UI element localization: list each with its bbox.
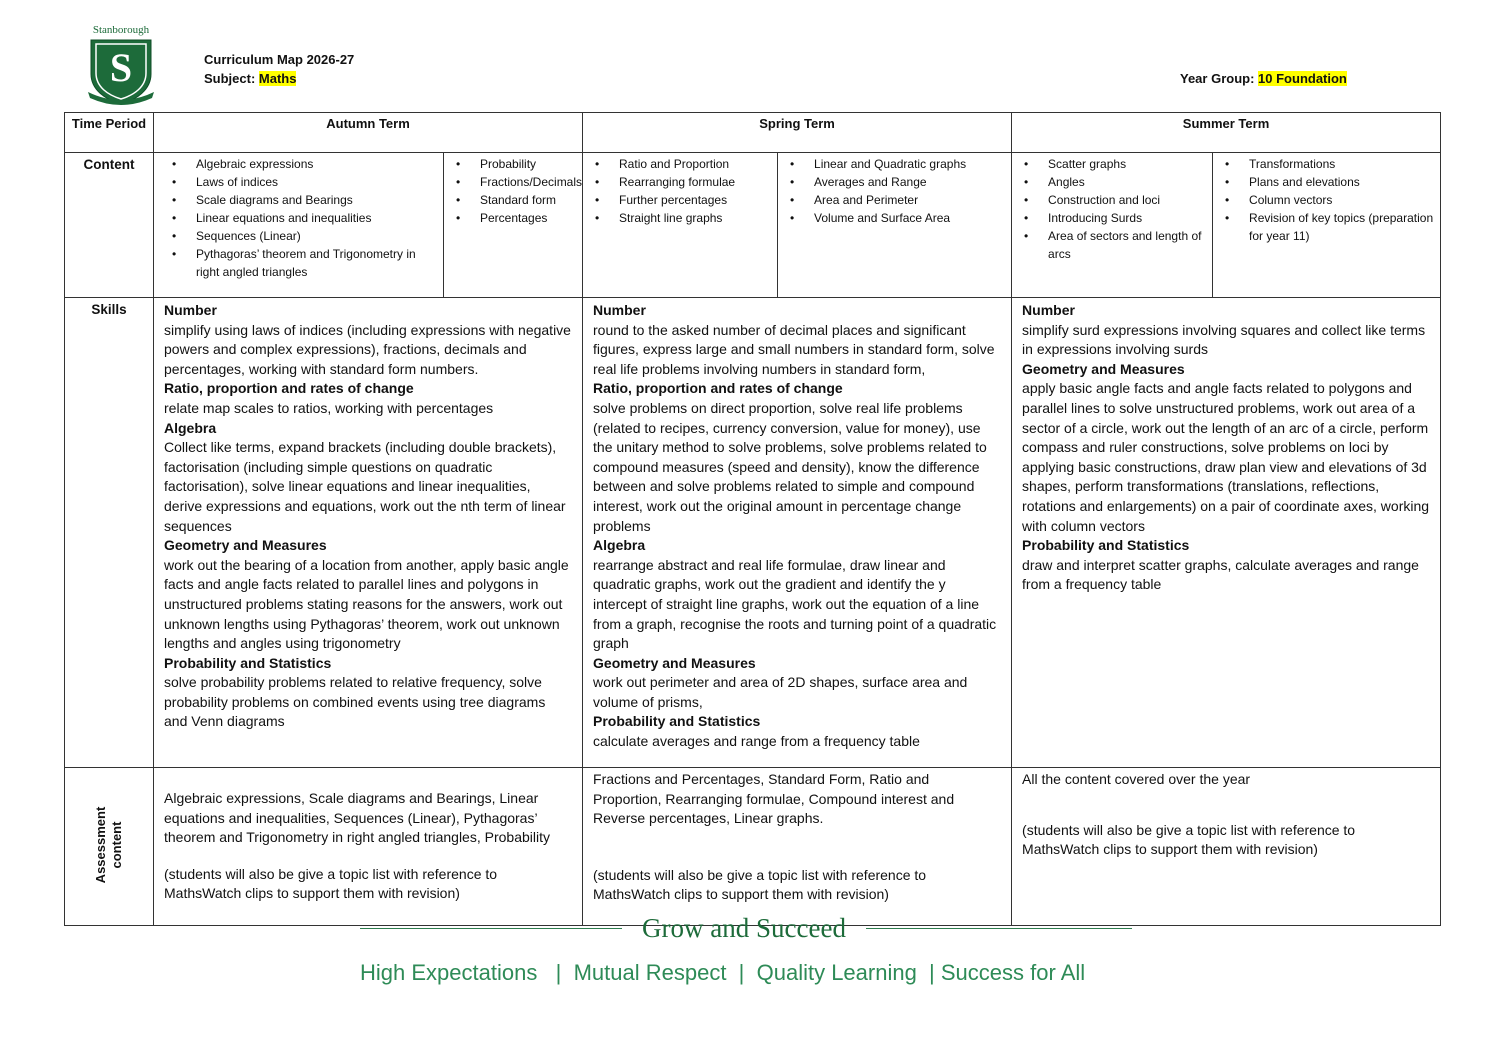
list-item: • Rearranging formulae: [583, 173, 771, 191]
skills-heading: Probability and Statistics: [164, 654, 332, 671]
time-period-header: Time Period: [65, 113, 154, 153]
skills-text: work out the bearing of a location from another, apply basic angle facts and angle facts related to parallel lines and polygons in unstructured problems stating reasons for the answers, work out unknown lengths using Pythagoras’ theorem, work out unknown lengths and angles using trigonometry: [164, 556, 569, 652]
list-item: • Standard form: [444, 191, 576, 209]
autumn-content-b: [444, 153, 583, 298]
list-item: • Ratio and Proportion: [583, 155, 771, 173]
list-item: • Area of sectors and length of arcs: [1012, 227, 1206, 263]
spring-content-a: [583, 153, 778, 298]
list-item: • Algebraic expressions: [160, 155, 437, 173]
list-item: • Sequences (Linear): [160, 227, 437, 245]
skills-text: solve problems on direct proportion, solve real life problems (related to recipes, currency conversion, value for money), use the unitary method to solve problems, solve problems related to compound measures (speed and density), know the difference between and solve problems related to simple and compound interest, work out the original amount in percentage change problems: [593, 399, 987, 534]
skills-text: work out perimeter and area of 2D shapes, surface area and volume of prisms,: [593, 674, 968, 710]
content-label: Content: [65, 153, 154, 298]
list-item: • Averages and Range: [778, 173, 1005, 191]
skills-heading: Number: [164, 302, 217, 318]
assessment-text: All the content covered over the year: [1022, 771, 1251, 787]
page-title: Curriculum Map 2026-27: [204, 52, 355, 67]
list-item: • Scatter graphs: [1012, 155, 1206, 173]
crest-icon: [86, 38, 156, 106]
spring-skills: [583, 298, 1012, 768]
assessment-text: Fractions and Percentages, Standard Form, Ratio and Proportion, Rearranging formulae, Compound interest and Reverse percentages, Linear graphs.: [593, 771, 955, 827]
list-item: • Introducing Surds: [1012, 209, 1206, 227]
autumn-assessment: [154, 768, 583, 926]
skills-heading: Probability and Statistics: [593, 713, 761, 730]
subject-line: [204, 71, 296, 87]
footer-divider-right: [866, 928, 1132, 929]
list-item: • Straight line graphs: [583, 209, 771, 227]
skills-text: rearrange abstract and real life formulae, draw linear and quadratic graphs, work out the gradient and identify the y intercept of straight line graphs, work out the equation of a line from a graph, recognise the roots and turning point of a quadratic graph: [593, 556, 997, 652]
assessment-note: (students will also be give a topic list with reference to MathsWatch clips to support them with revision): [164, 865, 498, 902]
spring-assessment: [583, 768, 1012, 926]
spring-content-b: [778, 153, 1012, 298]
list-item: • Linear equations and inequalities: [160, 209, 437, 227]
list-item: • Transformations: [1213, 155, 1434, 173]
list-item: • Linear and Quadratic graphs: [778, 155, 1005, 173]
list-item: • Volume and Surface Area: [778, 209, 1005, 227]
skills-heading: Probability and Statistics: [1022, 537, 1190, 554]
list-item: • Laws of indices: [160, 173, 437, 191]
skills-heading: Geometry and Measures: [593, 654, 756, 671]
summer-skills: [1012, 298, 1441, 768]
list-item: • Revision of key topics (preparation for year 11): [1213, 209, 1434, 245]
skills-text: draw and interpret scatter graphs, calculate averages and range from a frequency table: [1022, 556, 1419, 593]
header-row: [65, 113, 1441, 153]
skills-text: calculate averages and range from a frequency table: [593, 733, 920, 750]
content-row: [65, 153, 1441, 298]
summer-term-header: Summer Term: [1012, 113, 1441, 153]
footer-motto: Grow and Succeed: [642, 913, 846, 943]
skills-heading: Ratio, proportion and rates of change: [593, 380, 843, 397]
skills-heading: Algebra: [593, 537, 646, 554]
skills-text: simplify using laws of indices (including expressions with negative powers and complex expressions), fractions, decimals and percentages, working with standard form numbers.: [164, 321, 571, 377]
summer-content-a: [1012, 153, 1213, 298]
list-item: • Fractions/Decimals: [444, 173, 576, 191]
skills-heading: Geometry and Measures: [1022, 360, 1185, 377]
skills-heading: Ratio, proportion and rates of change: [164, 380, 414, 397]
skills-text: relate map scales to ratios, working with percentages: [164, 399, 494, 416]
skills-label: Skills: [65, 298, 154, 768]
skills-text: Collect like terms, expand brackets (including double brackets), factorisation (including simple questions on quadratic factorisation), solve linear equations and linear inequalities, derive expressions and equations, work out the nth term of linear sequences: [164, 439, 566, 534]
assessment-label-cell: [65, 768, 154, 926]
curriculum-table: [64, 112, 1441, 926]
skills-text: round to the asked number of decimal places and significant figures, express large and small numbers in standard form, solve real life problems involving numbers in standard form,: [593, 321, 995, 377]
list-item: • Pythagoras’ theorem and Trigonometry in right angled triangles: [160, 245, 437, 281]
assessment-text: Algebraic expressions, Scale diagrams and Bearings, Linear equations and inequalities, Sequences (Linear), Pythagoras’ theorem and Trigonometry in right angled triangles, Probability: [164, 790, 550, 846]
summer-content-b: [1213, 153, 1441, 298]
skills-row: [65, 298, 1441, 768]
autumn-skills: [154, 298, 583, 768]
assessment-note: (students will also be give a topic list with reference to MathsWatch clips to support them with revision): [593, 866, 927, 903]
list-item: • Construction and loci: [1012, 191, 1206, 209]
subject-value: Maths: [258, 71, 297, 86]
skills-heading: Algebra: [164, 419, 217, 436]
list-item: • Scale diagrams and Bearings: [160, 191, 437, 209]
assessment-label: Assessment content: [93, 806, 124, 884]
skills-heading: Number: [593, 302, 646, 318]
list-item: • Percentages: [444, 209, 576, 227]
year-group-value: 10 Foundation: [1258, 71, 1347, 86]
list-item: • Angles: [1012, 173, 1206, 191]
spring-term-header: Spring Term: [583, 113, 1012, 153]
values-text: High Expectations | Mutual Respect | Quality Learning | Success for All: [360, 960, 1086, 985]
school-name: Stanborough: [92, 24, 150, 36]
assessment-row: [65, 768, 1441, 926]
skills-text: apply basic angle facts and angle facts related to polygons and parallel lines to solve unstructured problems, work out area of a sector of a circle, work out the length of an arc of a circle, perform compass and ruler constructions, solve problems on loci by applying basic constructions, draw plan view and elevations of 3d shapes, perform transformations (translations, reflections, rotations and enlargements) on a pair of coordinate axes, working with column vectors: [1022, 380, 1430, 534]
list-item: • Area and Perimeter: [778, 191, 1005, 209]
crest-letter: S: [109, 45, 133, 90]
summer-assessment: [1012, 768, 1441, 926]
school-logo: [84, 24, 158, 106]
skills-text: solve probability problems related to relative frequency, solve probability problems on combined events using tree diagrams and Venn diagrams: [164, 674, 546, 730]
year-group-label: Year Group:: [1180, 71, 1255, 86]
skills-heading: Number: [1022, 302, 1075, 318]
autumn-term-header: Autumn Term: [154, 113, 583, 153]
footer-divider-left: [360, 928, 622, 929]
list-item: • Column vectors: [1213, 191, 1434, 209]
footer-values: [360, 958, 1140, 988]
skills-text: simplify surd expressions involving squares and collect like terms in expressions involving surds: [1022, 321, 1426, 358]
list-item: • Plans and elevations: [1213, 173, 1434, 191]
subject-label: Subject:: [204, 71, 256, 86]
list-item: • Further percentages: [583, 191, 771, 209]
autumn-content-a: [154, 153, 444, 298]
year-group-line: [1180, 71, 1347, 87]
skills-heading: Geometry and Measures: [164, 537, 327, 554]
assessment-note: (students will also be give a topic list with reference to MathsWatch clips to support them with revision): [1022, 821, 1356, 858]
list-item: • Probability: [444, 155, 576, 173]
